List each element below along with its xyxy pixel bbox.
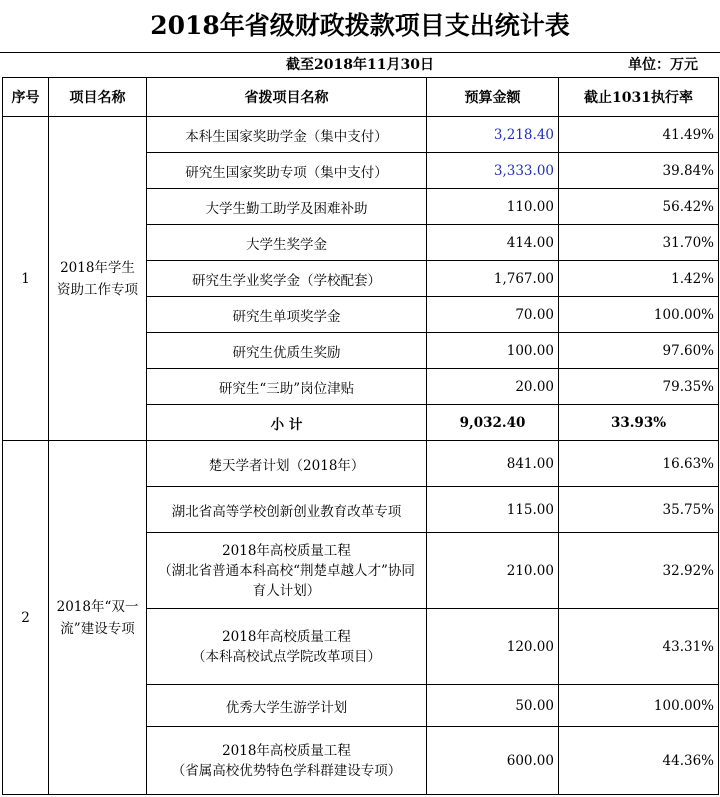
item-rate: 43.31%: [559, 609, 719, 685]
group-seq: 2: [3, 441, 49, 795]
item-name: 研究生国家奖助专项（集中支付）: [147, 153, 427, 189]
item-budget: 600.00: [427, 727, 559, 795]
header-project-name: 项目名称: [49, 78, 147, 117]
item-rate: 100.00%: [559, 297, 719, 333]
item-rate: 31.70%: [559, 225, 719, 261]
item-budget: 3,333.00: [427, 153, 559, 189]
item-budget: 210.00: [427, 533, 559, 609]
item-budget: 1,767.00: [427, 261, 559, 297]
header-rate: 截止1031执行率: [559, 78, 719, 117]
item-budget: 110.00: [427, 189, 559, 225]
subtotal-label: 小 计: [147, 405, 427, 441]
table-row: [3, 117, 719, 153]
header-sub-name: 省拨项目名称: [147, 78, 427, 117]
item-name: 本科生国家奖助学金（集中支付）: [147, 117, 427, 153]
item-name: 楚天学者计划（2018年）: [147, 441, 427, 487]
item-budget: 20.00: [427, 369, 559, 405]
subtitle-row: [0, 52, 720, 77]
item-rate: 16.63%: [559, 441, 719, 487]
subtotal-budget: 9,032.40: [427, 405, 559, 441]
item-rate: 44.36%: [559, 727, 719, 795]
item-name: 大学生奖学金: [147, 225, 427, 261]
item-name: 2018年高校质量工程 （湖北省普通本科高校“荆楚卓越人才”协同育人计划）: [147, 533, 427, 609]
item-rate: 56.42%: [559, 189, 719, 225]
item-rate: 32.92%: [559, 533, 719, 609]
item-rate: 35.75%: [559, 487, 719, 533]
table-row: [3, 441, 719, 487]
item-rate: 39.84%: [559, 153, 719, 189]
header-seq: 序号: [3, 78, 49, 117]
group-name: 2018年“双一流”建设专项: [49, 441, 147, 795]
item-name: 2018年高校质量工程 （本科高校试点学院改革项目）: [147, 609, 427, 685]
header-row: [3, 78, 719, 117]
item-name: 大学生勤工助学及困难补助: [147, 189, 427, 225]
unit-label: 单位：万元: [628, 57, 698, 73]
item-budget: 841.00: [427, 441, 559, 487]
item-name: 优秀大学生游学计划: [147, 685, 427, 727]
expenditure-table: [2, 77, 719, 795]
item-name: 研究生单项奖学金: [147, 297, 427, 333]
item-budget: 115.00: [427, 487, 559, 533]
item-budget: 100.00: [427, 333, 559, 369]
item-budget: 70.00: [427, 297, 559, 333]
group-name: 2018年学生资助工作专项: [49, 117, 147, 441]
item-rate: 79.35%: [559, 369, 719, 405]
page-title: 2018年省级财政拨款项目支出统计表: [150, 11, 570, 40]
item-budget: 414.00: [427, 225, 559, 261]
item-rate: 1.42%: [559, 261, 719, 297]
item-name: 研究生“三助”岗位津贴: [147, 369, 427, 405]
item-name: 2018年高校质量工程 （省属高校优势特色学科群建设专项）: [147, 727, 427, 795]
item-budget: 120.00: [427, 609, 559, 685]
item-budget: 50.00: [427, 685, 559, 727]
header-budget: 预算金额: [427, 78, 559, 117]
item-name: 湖北省高等学校创新创业教育改革专项: [147, 487, 427, 533]
item-name: 研究生优质生奖励: [147, 333, 427, 369]
as-of-date: 截至2018年11月30日: [286, 57, 434, 73]
item-rate: 100.00%: [559, 685, 719, 727]
item-name: 研究生学业奖学金（学校配套）: [147, 261, 427, 297]
item-rate: 41.49%: [559, 117, 719, 153]
group-seq: 1: [3, 117, 49, 441]
item-rate: 97.60%: [559, 333, 719, 369]
subtotal-rate: 33.93%: [559, 405, 719, 441]
item-budget: 3,218.40: [427, 117, 559, 153]
